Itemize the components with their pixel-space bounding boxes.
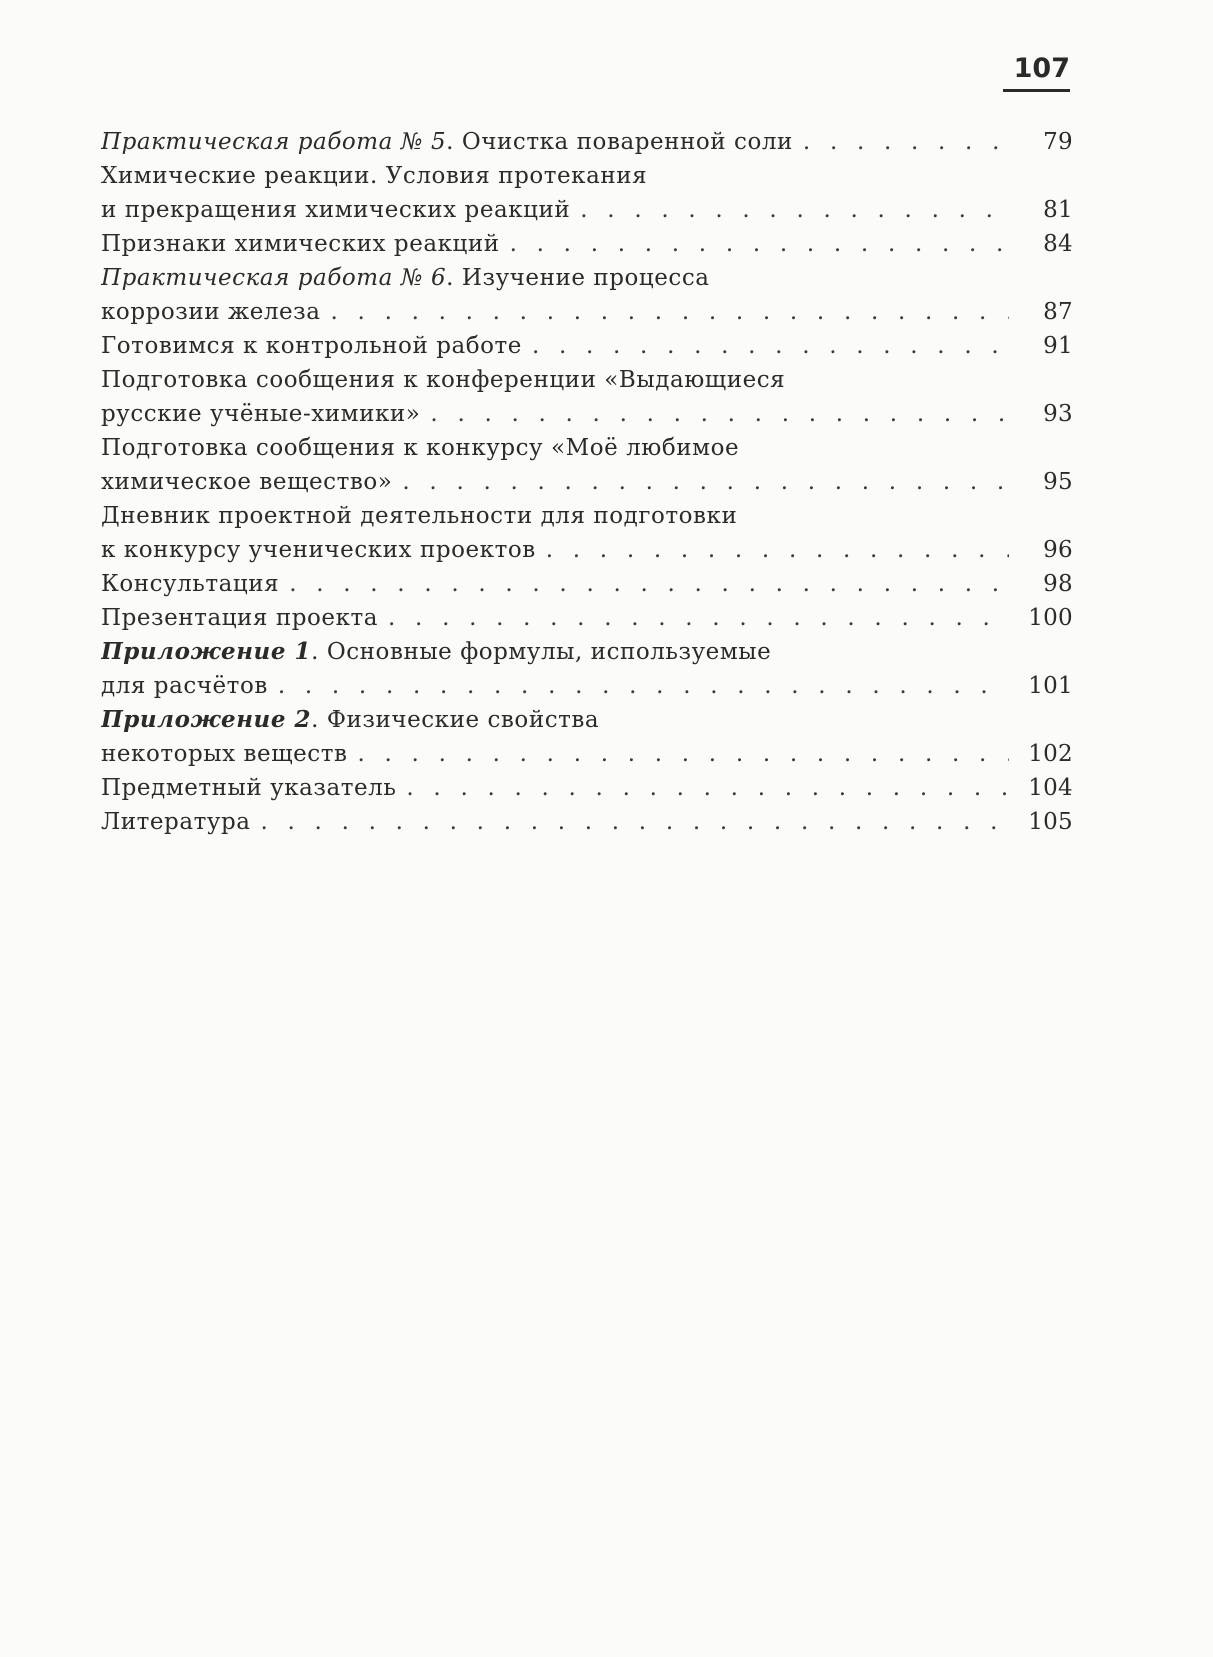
toc-entry-page: 84	[1043, 231, 1073, 257]
dot-leader	[358, 737, 1009, 771]
dot-leader	[402, 465, 1009, 499]
toc-entry-title-line2: химическое вещество»	[101, 469, 393, 495]
dot-leader	[289, 567, 1009, 601]
toc-entry-page: 93	[1043, 401, 1073, 427]
toc-entry-prefix: Приложение 2	[101, 706, 312, 733]
toc-entry-page: 91	[1043, 333, 1073, 359]
toc-entry-title: Литература	[101, 809, 251, 835]
toc-entry-contest-report[interactable]	[101, 431, 1073, 499]
toc-entry-appendix-2[interactable]	[101, 703, 1073, 771]
toc-entry-conference-report[interactable]	[101, 363, 1073, 431]
dot-leader	[510, 227, 1009, 261]
toc-entry-title-line1: . Физические свойства	[311, 707, 600, 733]
toc-entry-page: 95	[1043, 469, 1073, 495]
toc-entry-title-line2: к конкурсу ученических проектов	[101, 537, 536, 563]
toc-entry-title-line2: коррозии железа	[101, 299, 321, 325]
dot-leader	[388, 601, 1009, 635]
toc-entry-page: 98	[1043, 571, 1073, 597]
toc-entry-title: . Очистка поваренной соли	[446, 129, 793, 155]
toc-entry-subject-index[interactable]	[101, 771, 1073, 805]
toc-entry-title-line2: и прекращения химических реакций	[101, 197, 571, 223]
dot-leader	[803, 125, 1009, 159]
toc-entry-title-line2: для расчётов	[101, 673, 268, 699]
toc-entry-title-line1: Подготовка сообщения к конкурсу «Моё любимое	[101, 435, 740, 461]
page-number-underline	[1003, 89, 1070, 92]
dot-leader	[580, 193, 1009, 227]
dot-leader	[430, 397, 1009, 431]
toc-entry-title-line1: Дневник проектной деятельности для подготовки	[101, 503, 738, 529]
toc-entry-page: 79	[1043, 129, 1073, 155]
toc-entry-signs-of-reactions[interactable]	[101, 227, 1073, 261]
toc-entry-page: 101	[1028, 673, 1073, 699]
toc-entry-title-line1: Подготовка сообщения к конференции «Выдающиеся	[101, 367, 786, 393]
toc-entry-page: 104	[1028, 775, 1073, 801]
toc-entry-appendix-1[interactable]	[101, 635, 1073, 703]
toc-entry-title-line1: Химические реакции. Условия протекания	[101, 163, 648, 189]
toc-entry-practical-work-6[interactable]	[101, 261, 1073, 329]
dot-leader	[546, 533, 1009, 567]
toc-entry-title-line2: русские учёные-химики»	[101, 401, 421, 427]
toc-entry-practical-work-5[interactable]	[101, 125, 1073, 159]
table-of-contents	[101, 125, 1073, 839]
dot-leader	[331, 295, 1009, 329]
dot-leader	[261, 805, 1010, 839]
toc-entry-project-presentation[interactable]	[101, 601, 1073, 635]
toc-entry-consultation[interactable]	[101, 567, 1073, 601]
toc-entry-title: Консультация	[101, 571, 280, 597]
toc-entry-title-line1: . Изучение процесса	[446, 265, 710, 291]
toc-entry-title-line2: некоторых веществ	[101, 741, 348, 767]
toc-entry-prefix: Приложение 1	[101, 638, 312, 665]
dot-leader	[406, 771, 1009, 805]
toc-entry-chemical-reactions-conditions[interactable]	[101, 159, 1073, 227]
toc-entry-title-line1: . Основные формулы, используемые	[311, 639, 772, 665]
toc-entry-page: 96	[1043, 537, 1073, 563]
toc-entry-title: Презентация проекта	[101, 605, 379, 631]
toc-entry-page: 87	[1043, 299, 1073, 325]
toc-entry-page: 81	[1043, 197, 1073, 223]
toc-entry-prefix: Практическая работа № 5	[101, 129, 447, 155]
toc-entry-title: Готовимся к контрольной работе	[101, 333, 522, 359]
toc-entry-page: 105	[1028, 809, 1073, 835]
dot-leader	[532, 329, 1009, 363]
toc-entry-page: 102	[1028, 741, 1073, 767]
toc-entry-prefix: Практическая работа № 6	[101, 265, 447, 291]
toc-entry-title: Признаки химических реакций	[101, 231, 500, 257]
toc-entry-page: 100	[1028, 605, 1073, 631]
toc-entry-test-preparation[interactable]	[101, 329, 1073, 363]
toc-entry-literature[interactable]	[101, 805, 1073, 839]
toc-entry-title: Предметный указатель	[101, 775, 397, 801]
page-number: 107	[1013, 53, 1070, 84]
toc-entry-project-diary[interactable]	[101, 499, 1073, 567]
dot-leader	[278, 669, 1009, 703]
